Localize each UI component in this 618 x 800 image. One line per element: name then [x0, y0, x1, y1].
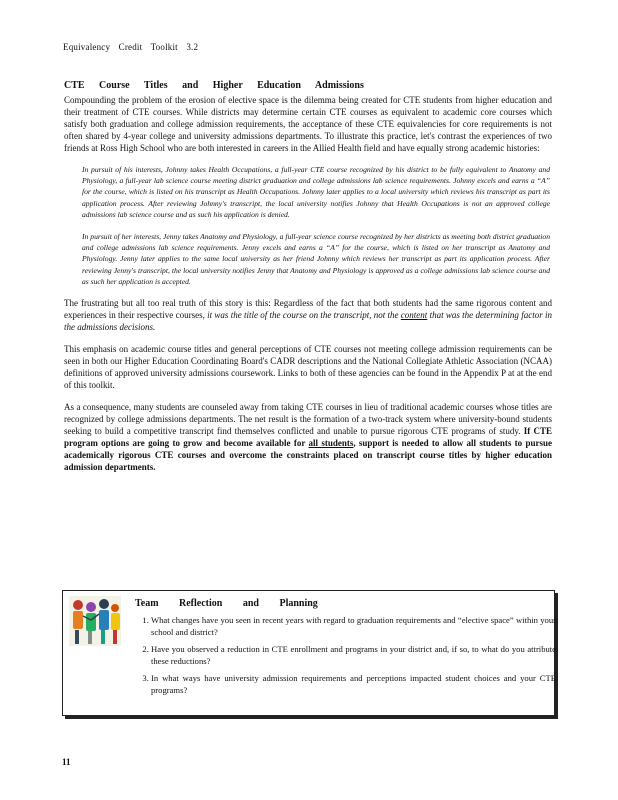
running-header: Equivalency Credit Toolkit 3.2: [63, 42, 199, 52]
section-title: CTE Course Titles and Higher Education Admissions: [64, 80, 364, 91]
johnny-story: In pursuit of his interests, Johnny takes Health Occupations, a full-year CTE course recognized by his district to be fully equivalent to Anatomy and Physiology, a full-year lab science course meeting district graduation and college admissions lab science requirements. Johnny excels and earns a “A” for the course, which is listed on his transcript as Health Occupations. Johnny later applies to a local university which reviews his transcript as part its application process. After reviewing Johnny's transcript, the local university notifies Johnny that Health Occupations is not an approved college admissions lab science course and as such his application is denied.: [82, 165, 550, 219]
jenny-story: In pursuit of her interests, Jenny takes Anatomy and Physiology, a full-year science course recognized by her districts as meeting both district graduation and college admissions lab science requirements. Jenny excels and earns a “A” for the course, which is listed on her transcript as Anatomy and Physiology. Jenny later applies to the same local university as her friend Johnny which reviews her transcript as part its application process. After reviewing Jenny's transcript, the local university notifies Jenny that Anatomy and Physiology is approved as a college admissions lab science course and as such her application is accepted.: [82, 232, 550, 286]
reflection-question: 2. Have you observed a reduction in CTE enrollment and programs in your district and, if so, to what do you attribute these reductions?: [151, 644, 556, 667]
intro-paragraph: Compounding the problem of the erosion of elective space is the dilemma being created for CTE students from higher education and their treatment of CTE courses. While districts may determine certain CTE courses as equivalent to academic core courses which satisfy both graduation and college admission requirements, the acceptance of these CTE equivalencies for core requirements is not often shared by 4-year college and university admissions departments. To illustrate this practice, let's contrast the experiences of two friends at Ross High School who are both interested in careers in the Allied Health field and have equally strong academic histories:: [64, 95, 552, 153]
reflection-questions: [135, 615, 556, 702]
consequence-bold-2: , support is needed to allow all students to pursue academically rigorous CTE courses and overcome the constraints placed on transcript course titles by higher education admission departments.: [64, 438, 552, 473]
truth-text-2: it was the title of the course on the transcript, not the: [204, 310, 401, 321]
consequence-paragraph: [64, 401, 552, 473]
consequence-bold-1: If CTE program options are going to grow and become available for: [64, 426, 552, 449]
truth-content-word: content: [400, 310, 428, 321]
truth-text-3: that was the determining factor in the admissions decisions.: [64, 310, 553, 333]
consequence-bold-all: all students: [308, 438, 354, 449]
reflection-title: Team Reflection and Planning: [135, 598, 318, 609]
team-reflection-box: [62, 590, 555, 716]
main-content: [64, 80, 552, 473]
reflection-question: 3. In what ways have university admission requirements and perceptions impacted student choices and your CTE programs?: [151, 673, 556, 696]
truth-paragraph: [64, 297, 552, 333]
consequence-text: As a consequence, many students are counseled away from taking CTE courses in lieu of traditional academic courses whose titles are recognized by college admissions departments. The net result is the formation of a two-track system where university-bound students seeking to build a competitive transcript find themselves conflicted and unable to pursue rigorous CTE programs of study.: [64, 402, 552, 437]
truth-text-1: The frustrating but all too real truth of this story is this: Regardless of the fact that both students had the same rigorous content and experiences in their respective courses,: [64, 298, 552, 321]
people-illustration-icon: [69, 596, 121, 646]
reflection-question: 1. What changes have you seen in recent years with regard to graduation requirements and “elective space” within your school and district?: [151, 615, 556, 638]
page-number: 11: [62, 757, 71, 767]
emphasis-paragraph: This emphasis on academic course titles and general perceptions of CTE courses not meeting college admission requirements can be seen in both our Higher Education Coordinating Board's CADR descriptions and the National Collegiate Athletic Association (NCAA) definitions of approved university admissions coursework. Links to both of these agencies can be found in the Appendix P at at the end of this toolkit.: [64, 344, 552, 391]
